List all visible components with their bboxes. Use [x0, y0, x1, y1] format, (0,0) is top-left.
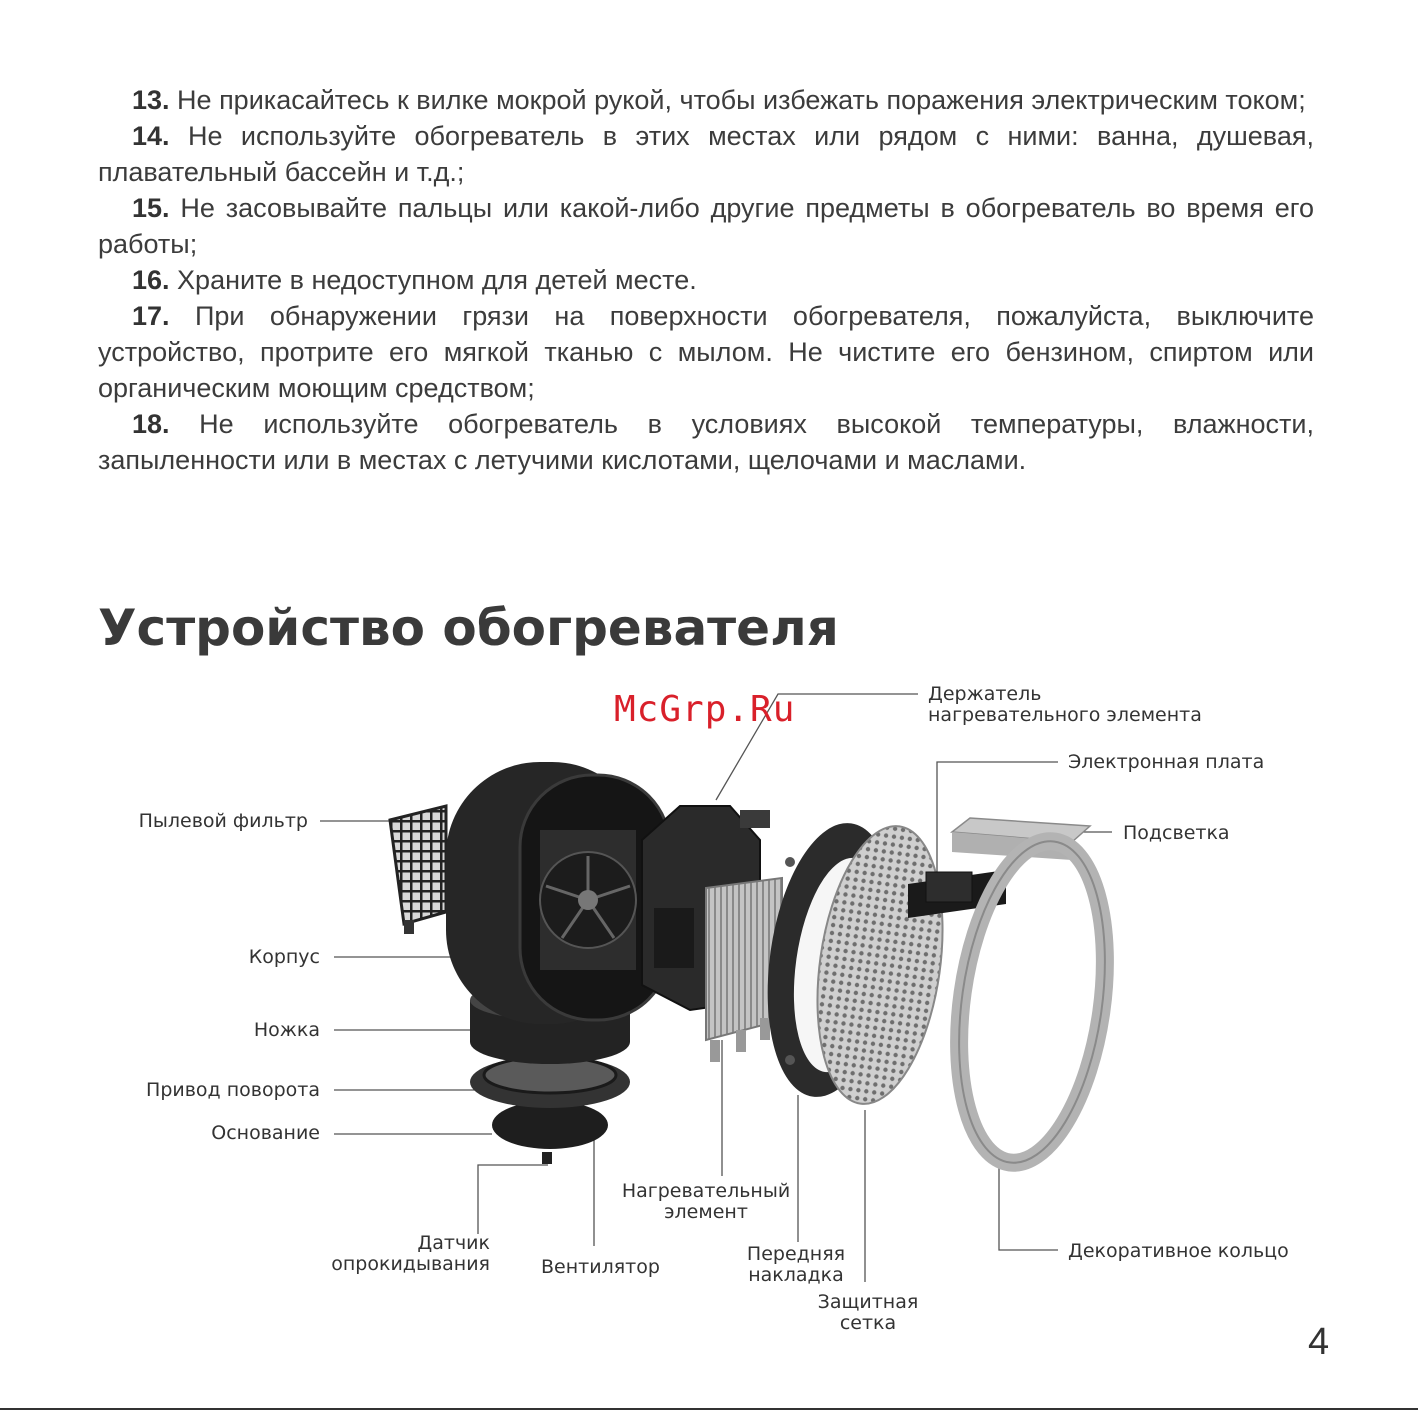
label-tip-line2: опрокидывания	[331, 1253, 490, 1275]
label-base: Основание	[211, 1122, 320, 1144]
label-fan: Вентилятор	[541, 1256, 660, 1278]
label-housing: Корпус	[248, 946, 320, 968]
label-tip-line1: Датчик	[417, 1232, 490, 1254]
section-title: Устройство обогревателя	[98, 599, 839, 657]
leader-tip-sensor	[478, 1165, 548, 1234]
label-front-line1: Передняя	[746, 1243, 846, 1265]
housing-part	[446, 762, 670, 1024]
item-text: При обнаружении грязи на поверхности обогревателя, пожалуйста, выключите устройство, протрите его мягкой тканью с мылом. Не чистите его бензином, спиртом или органическим моющим средством;	[98, 301, 1314, 403]
label-tip-sensor	[300, 1233, 490, 1275]
label-mesh	[788, 1292, 948, 1334]
leader-ring	[999, 1160, 1058, 1250]
item-number: 15.	[132, 193, 170, 223]
label-front-line2: накладка	[748, 1264, 844, 1286]
label-heating-element	[606, 1181, 806, 1223]
page-number: 4	[1308, 1321, 1330, 1363]
label-heating-line1: Нагревательный	[621, 1180, 791, 1202]
label-mesh-line1: Защитная	[817, 1291, 919, 1313]
item-number: 16.	[132, 265, 170, 295]
label-rotation-drive: Привод поворота	[146, 1079, 320, 1101]
dust-filter-part	[390, 806, 446, 934]
item-text: Не прикасайтесь к вилке мокрой рукой, чтобы избежать поражения электрическим током;	[169, 85, 1306, 115]
label-holder-line2: нагревательного элемента	[928, 704, 1202, 726]
item-number: 13.	[132, 85, 170, 115]
label-ring: Декоративное кольцо	[1068, 1240, 1289, 1262]
base-part	[470, 1056, 630, 1164]
item-text: Храните в недоступном для детей месте.	[169, 265, 697, 295]
label-dust-filter: Пылевой фильтр	[138, 810, 308, 832]
label-holder	[928, 684, 1202, 726]
item-text: Не используйте обогреватель в этих местах или рядом с ними: ванна, душевая, плавательный бассейн и т.д.;	[98, 121, 1314, 187]
label-holder-line1: Держатель	[928, 683, 1042, 705]
item-number: 14.	[132, 121, 170, 151]
label-board: Электронная плата	[1068, 751, 1265, 773]
item-number: 18.	[132, 409, 170, 439]
label-heating-line2: элемент	[664, 1201, 748, 1223]
item-text: Не используйте обогреватель в условиях высокой температуры, влажности, запыленности или в местах с летучими кислотами, щелочами и маслами.	[98, 409, 1314, 475]
bottom-rule	[0, 1408, 1418, 1410]
item-number: 17.	[132, 301, 170, 331]
watermark-text: McGrp.Ru	[614, 689, 796, 730]
label-backlight: Подсветка	[1123, 822, 1230, 844]
label-front-cover	[716, 1244, 876, 1286]
label-mesh-line2: сетка	[839, 1312, 897, 1334]
item-text: Не засовывайте пальцы или какой-либо другие предметы в обогреватель во время его работы;	[98, 193, 1314, 259]
label-leg: Ножка	[253, 1019, 320, 1041]
